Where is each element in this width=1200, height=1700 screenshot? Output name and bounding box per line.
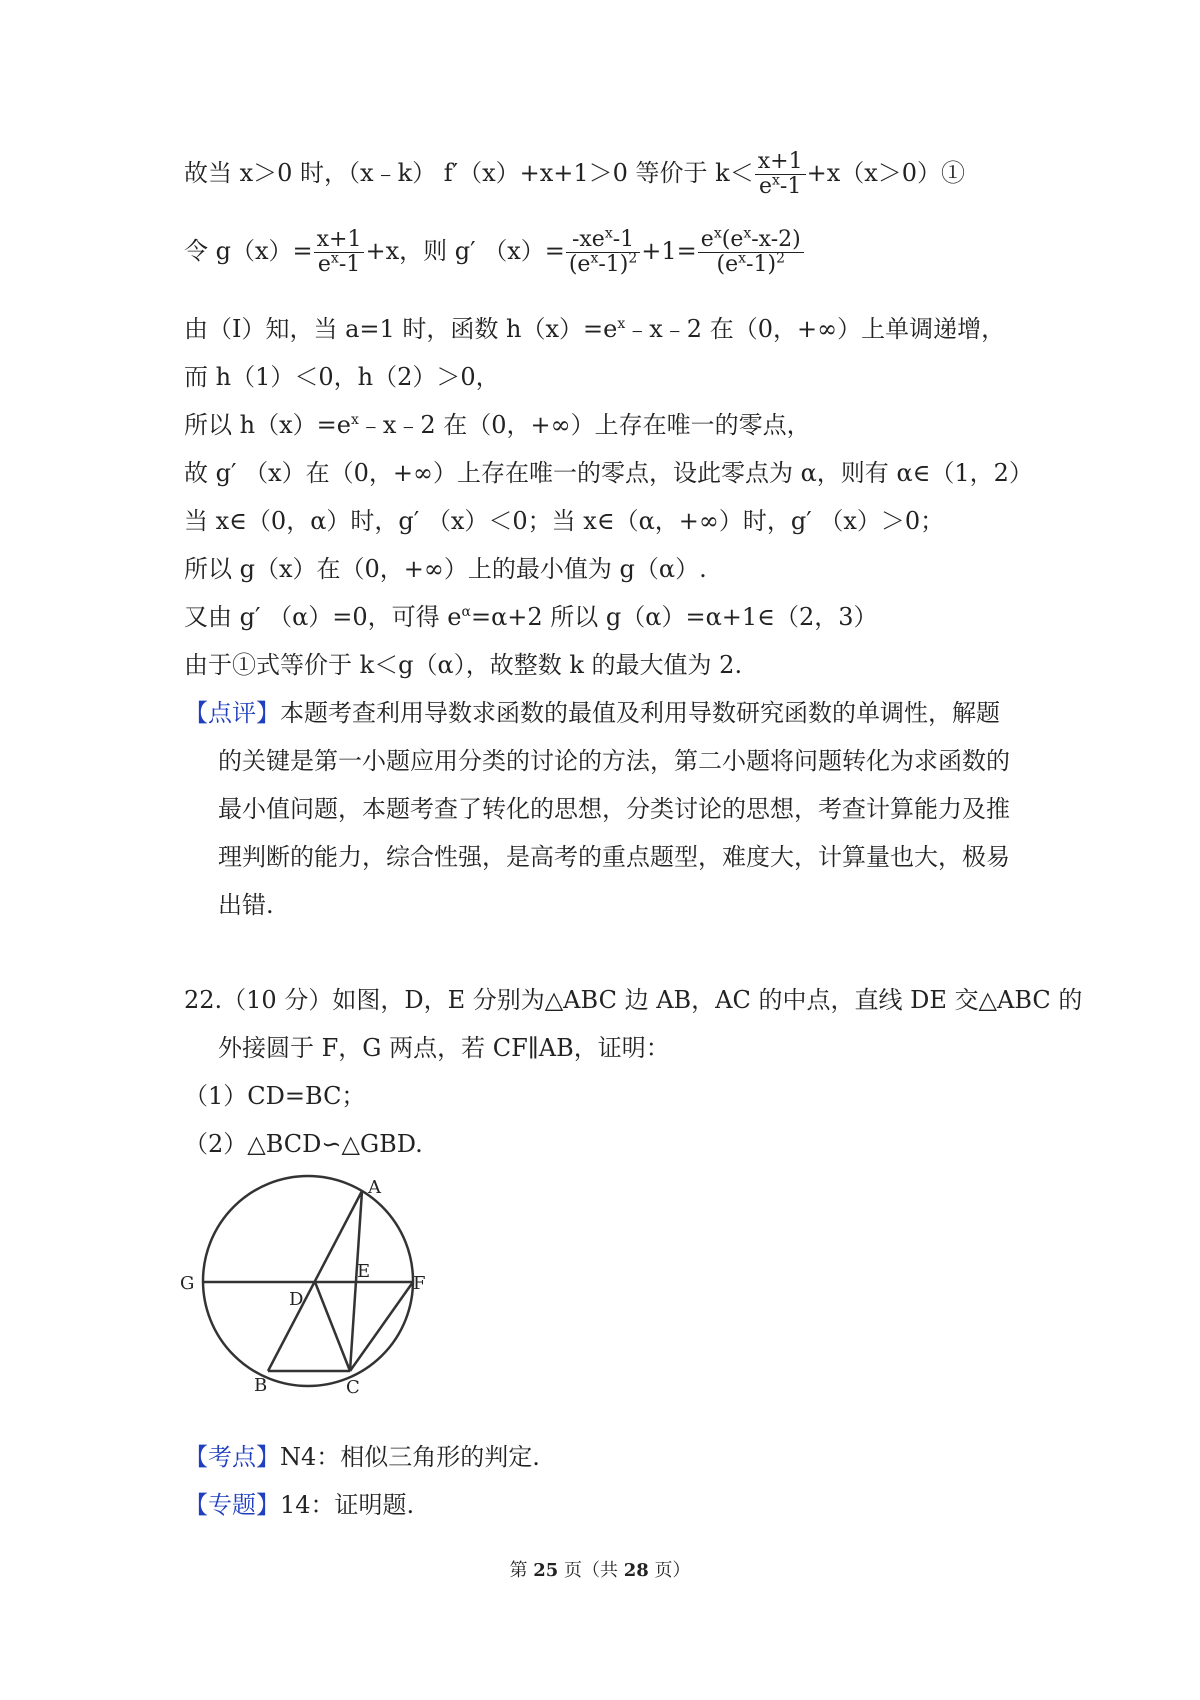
line-5-sup: x <box>350 412 359 428</box>
fraction-4-denominator <box>698 250 804 277</box>
fraction-3-den-b: -1) <box>598 252 629 277</box>
comment-line-1 <box>184 698 1000 728</box>
fraction-3-denominator <box>566 250 640 277</box>
problem-22-part-2: （2）△BCD∽△GBD. <box>184 1130 423 1158</box>
problem-22-part-1: （1）CD=BC； <box>184 1082 366 1110</box>
fraction-2-numerator: x+1 <box>314 228 365 253</box>
fraction-3-num-a: -xe <box>571 227 605 252</box>
comment-tag: 【点评】 <box>184 699 280 727</box>
comment-text-1: 本题考查利用导数求函数的最值及利用导数研究函数的单调性，解题 <box>280 699 1000 727</box>
zhuanti-tag: 【专题】 <box>184 1491 280 1519</box>
fraction-4 <box>698 225 804 277</box>
label-g: G <box>180 1273 195 1294</box>
fraction-3 <box>566 225 640 277</box>
fraction-2-den-base: e <box>317 252 331 277</box>
problem-22-line-1: 22.（10 分）如图，D，E 分别为△ABC 边 AB，AC 的中点，直线 DE 交△ABC 的 <box>184 986 1083 1014</box>
line-1-text-a: 故当 x＞0 时，（x﹣k） f′（x）+x+1＞0 等价于 k＜ <box>184 159 754 187</box>
fraction-4-den-a: (e <box>716 252 739 277</box>
fraction-1-numerator: x+1 <box>755 150 806 175</box>
fraction-1 <box>755 150 806 199</box>
line-7: 当 x∈（0，α）时，g′ （x）＜0；当 x∈（α，+∞）时，g′ （x）＞0； <box>184 507 945 535</box>
line-2-text-a: 令 g（x）= <box>184 237 313 265</box>
fraction-4-num-sup2: x <box>743 225 752 242</box>
line-1-text-b: +x（x＞0）① <box>806 159 966 187</box>
line-9 <box>184 602 878 632</box>
zhuanti-line <box>184 1490 414 1520</box>
fraction-3-den-sup2: 2 <box>628 250 638 267</box>
line-9-sup: α <box>461 604 471 620</box>
label-f: F <box>413 1273 426 1294</box>
comment-line-5: 出错. <box>218 891 274 919</box>
fraction-3-num-b: -1 <box>612 227 635 252</box>
line-2 <box>184 225 805 277</box>
zhuanti-text: 14：证明题. <box>280 1491 415 1519</box>
label-e: E <box>357 1261 371 1282</box>
comment-line-4: 理判断的能力，综合性强，是高考的重点题型，难度大，计算量也大，极易 <box>218 843 1010 871</box>
line-2-text-c: +1= <box>641 237 697 265</box>
fraction-3-numerator <box>566 225 640 253</box>
line-5-text-a: 所以 h（x）=e <box>184 411 351 439</box>
footer-mid: 页（共 <box>558 1560 624 1581</box>
fraction-4-num-b: (e <box>721 227 744 252</box>
line-2-text-b: +x，则 g′ （x）= <box>365 237 565 265</box>
fraction-2 <box>314 228 365 277</box>
line-10: 由于①式等价于 k＜g（α），故整数 k 的最大值为 2. <box>184 651 743 679</box>
fraction-4-num-c: -x-2) <box>751 227 801 252</box>
page-footer <box>0 1556 1200 1582</box>
label-c: C <box>346 1377 360 1395</box>
footer-total-pages: 28 <box>623 1560 649 1581</box>
fraction-1-den-tail: -1 <box>779 174 802 199</box>
label-a: A <box>368 1177 381 1198</box>
line-9-text-b: =α+2 所以 g（α）=α+1∈（2，3） <box>470 603 878 631</box>
footer-post: 页） <box>648 1560 691 1581</box>
footer-page-number: 25 <box>533 1560 559 1581</box>
fraction-4-numerator <box>698 225 804 253</box>
line-3 <box>184 314 1005 344</box>
fraction-4-den-b: -1) <box>746 252 777 277</box>
label-d: D <box>289 1289 304 1310</box>
segment-cd <box>315 1282 350 1371</box>
line-5-text-b: ﹣x﹣2 在（0，+∞）上存在唯一的零点， <box>358 411 811 439</box>
footer-pre: 第 <box>509 1560 534 1581</box>
fraction-3-num-sup: x <box>604 225 613 242</box>
line-3-sup: x <box>617 316 626 332</box>
line-8: 所以 g（x）在（0，+∞）上的最小值为 g（α）. <box>184 555 707 583</box>
line-5 <box>184 410 811 440</box>
fraction-1-denominator <box>755 172 806 199</box>
line-1 <box>184 150 965 199</box>
line-6: 故 g′ （x）在（0，+∞）上存在唯一的零点，设此零点为 α，则有 α∈（1，2） <box>184 459 1033 487</box>
comment-line-3: 最小值问题，本题考查了转化的思想，分类讨论的思想，考查计算能力及推 <box>218 795 1010 823</box>
fraction-3-den-a: (e <box>568 252 591 277</box>
fraction-1-den-base: e <box>758 174 772 199</box>
line-3-text-a: 由（I）知，当 a=1 时，函数 h（x）=e <box>184 315 618 343</box>
fraction-2-denominator <box>314 250 365 277</box>
fraction-4-num-sup: x <box>713 225 722 242</box>
problem-22-line-2: 外接圆于 F，G 两点，若 CF∥AB，证明： <box>218 1034 670 1062</box>
fraction-3-den-sup: x <box>590 250 599 267</box>
fraction-4-den-sup2: 2 <box>776 250 785 267</box>
comment-line-2: 的关键是第一小题应用分类的讨论的方法，第二小题将问题转化为求函数的 <box>218 747 1010 775</box>
fraction-2-den-sup: x <box>330 250 339 267</box>
label-b: B <box>254 1375 268 1395</box>
line-4: 而 h（1）＜0，h（2）＞0， <box>184 363 500 391</box>
line-9-text-a: 又由 g′ （α）=0，可得 e <box>184 603 462 631</box>
kaodian-text: N4：相似三角形的判定. <box>280 1443 540 1471</box>
fraction-1-den-sup: x <box>772 172 780 189</box>
fraction-4-num-a: e <box>700 227 714 252</box>
fraction-4-den-sup: x <box>738 250 747 267</box>
geometry-figure <box>180 1165 440 1395</box>
fraction-2-den-tail: -1 <box>338 252 361 277</box>
kaodian-line <box>184 1442 540 1472</box>
line-3-text-b: ﹣x﹣2 在（0，+∞）上单调递增， <box>625 315 1006 343</box>
kaodian-tag: 【考点】 <box>184 1443 280 1471</box>
